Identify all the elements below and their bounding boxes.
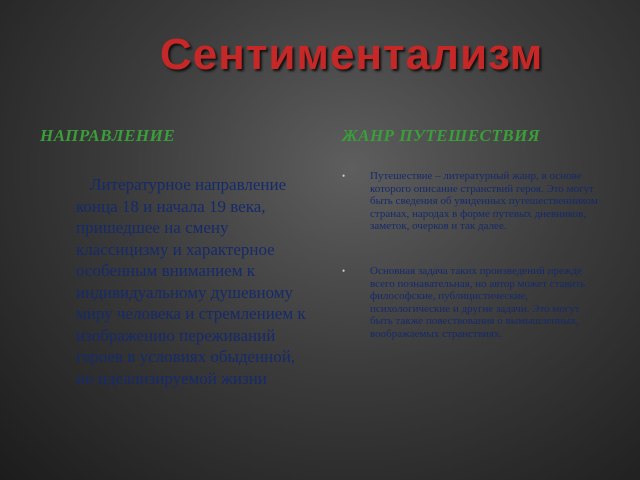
left-column-text: Литературное направление конца 18 и начала 19 века, пришедшее на смену классицизму и характерное особенным вниманием к индивидуальному душевному миру человека и стремлением к изображению переживаний героев в условиях обыденной, но идеализируемой жизни [76, 175, 306, 388]
bullet-text: Основная задача таких произведений прежде всего познавательная, но автор может ставить философские, публицистические, психологические и другие задачи. Это могут быть также повествования о вымышленных, воображаемых странствиях. [370, 264, 586, 340]
bullet-icon: • [342, 265, 346, 276]
bullet-item [340, 265, 604, 341]
left-column-heading: НАПРАВЛЕНИЕ [40, 126, 176, 145]
bullet-item [340, 170, 604, 233]
right-column-bullet-list [340, 170, 604, 341]
right-column-heading: ЖАНР ПУТЕШЕСТВИЯ [342, 126, 541, 145]
bullet-text: Путешествие – литературный жанр, в основе которого описание странствий героя. Это могут быть сведения об увиденных путешественником странах, народах в форме путевых дневников, заметок, очерков и так далее. [370, 170, 598, 233]
slide-title: Сентиментализм [160, 30, 544, 79]
bullet-icon: • [342, 171, 346, 181]
